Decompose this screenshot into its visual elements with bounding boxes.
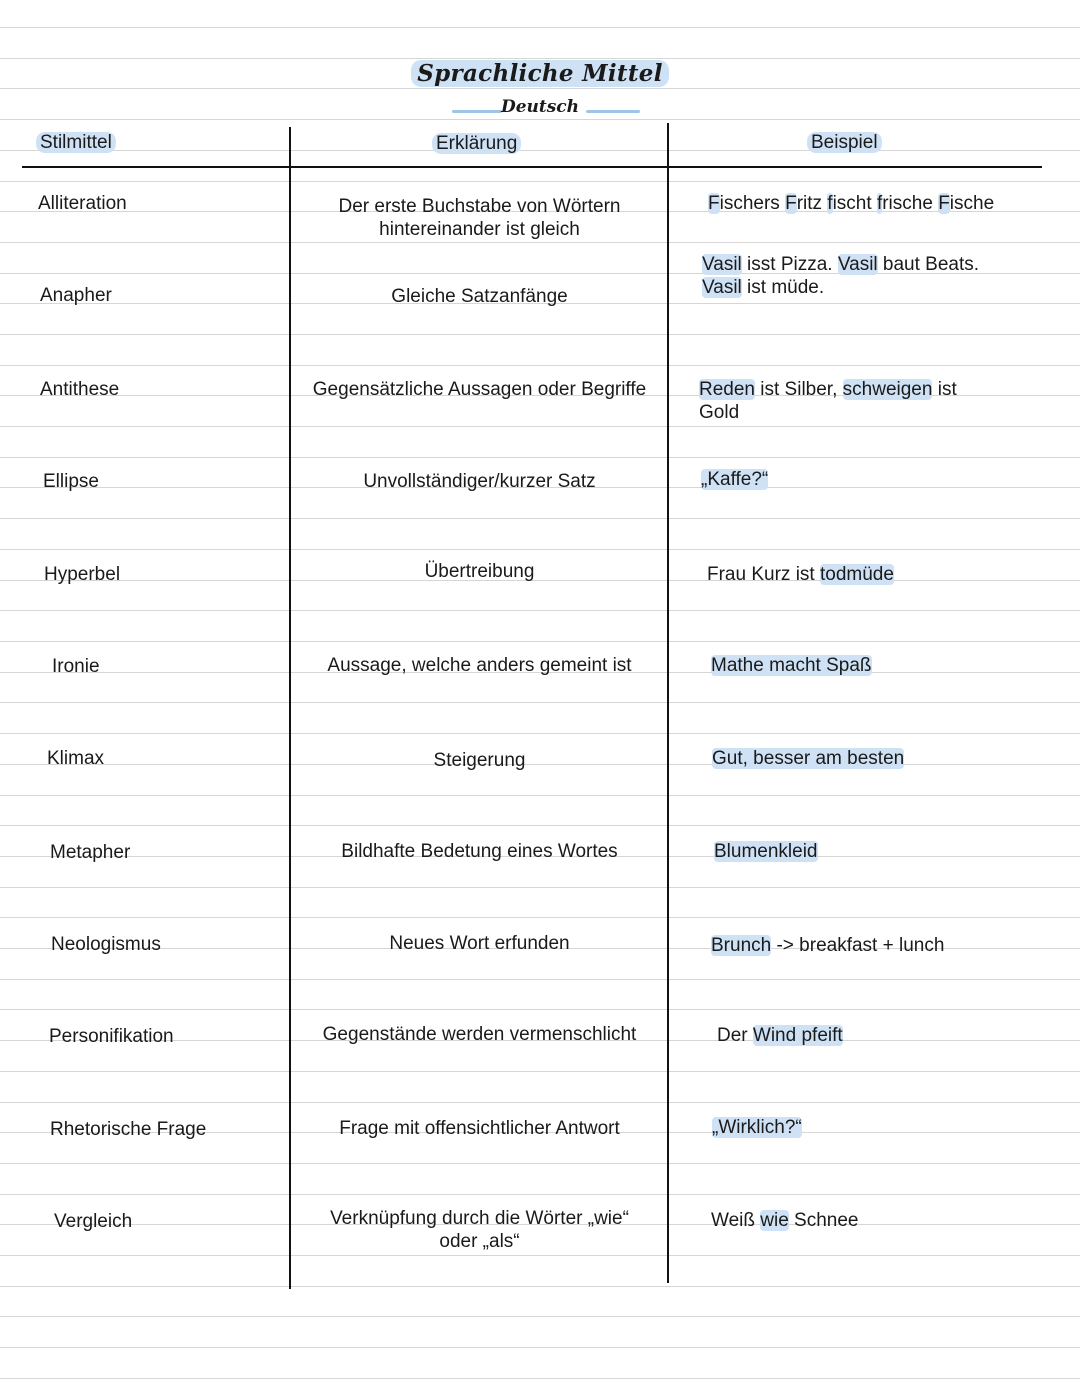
row-beispiel: [712, 1116, 1042, 1139]
column-divider-1: [289, 127, 291, 1289]
highlighted-text: F: [938, 193, 950, 214]
beispiel-text: ist Silber,: [755, 379, 843, 400]
beispiel-line: [699, 401, 1029, 424]
ruled-line: [0, 1347, 1080, 1348]
row-erklaerung: [293, 285, 666, 308]
header-stilmittel: Stilmittel: [36, 131, 116, 155]
beispiel-text: ischt: [832, 193, 877, 214]
ruled-line: [0, 702, 1080, 703]
row-erklaerung: [293, 1207, 666, 1253]
ruled-line: [0, 1163, 1080, 1164]
beispiel-text: Der: [717, 1025, 753, 1046]
row-stilmittel: Personifikation: [49, 1026, 174, 1047]
ruled-line: [0, 1009, 1080, 1010]
page-title-text: Sprachliche Mittel: [411, 60, 669, 87]
ruled-line: [0, 334, 1080, 335]
highlighted-text: schweigen: [842, 379, 933, 400]
highlighted-text: Mathe macht Spaß: [711, 655, 872, 676]
highlighted-text: Blumenkleid: [714, 841, 818, 862]
row-erklaerung: [293, 840, 666, 863]
erklaerung-line: oder „als“: [439, 1231, 520, 1252]
highlighted-text: Wind pfeift: [752, 1025, 843, 1046]
beispiel-line: [707, 563, 1037, 586]
erklaerung-line: Gleiche Satzanfänge: [391, 286, 568, 307]
row-erklaerung: [293, 378, 666, 401]
highlighted-text: Vasil: [702, 254, 742, 275]
header-divider: [22, 166, 1042, 168]
row-beispiel: [714, 840, 1044, 863]
erklaerung-line: Aussage, welche anders gemeint ist: [327, 655, 632, 676]
row-stilmittel: Ironie: [52, 656, 100, 677]
erklaerung-line: Übertreibung: [424, 561, 535, 582]
beispiel-text: Schnee: [788, 1210, 859, 1231]
highlighted-text: „Wirklich?“: [712, 1117, 802, 1138]
beispiel-text: rische: [882, 193, 939, 214]
ruled-line: [0, 825, 1080, 826]
ruled-line: [0, 88, 1080, 89]
beispiel-line: [711, 934, 1041, 957]
ruled-line: [0, 887, 1080, 888]
row-beispiel: [712, 747, 1042, 770]
subtitle-line-right: [586, 110, 640, 113]
ruled-line: [0, 549, 1080, 550]
ruled-line: [0, 733, 1080, 734]
ruled-line: [0, 119, 1080, 120]
ruled-line: [0, 1286, 1080, 1287]
ruled-line: [0, 610, 1080, 611]
header-erklaerung: Erklärung: [432, 132, 521, 156]
ruled-line: [0, 1102, 1080, 1103]
erklaerung-line: Gegensätzliche Aussagen oder Begriffe: [312, 379, 647, 400]
beispiel-line: [701, 468, 1031, 491]
row-erklaerung: [293, 1023, 666, 1046]
beispiel-line: [702, 253, 1032, 276]
row-beispiel: [717, 1024, 1047, 1047]
row-stilmittel: Klimax: [47, 748, 105, 769]
highlighted-text: Vasil: [702, 277, 742, 298]
beispiel-line: [717, 1024, 1047, 1047]
row-stilmittel: Neologismus: [51, 934, 161, 955]
beispiel-text: ist müde.: [741, 277, 825, 298]
ruled-line: [0, 181, 1080, 182]
row-erklaerung: [293, 749, 666, 772]
row-erklaerung: [293, 932, 666, 955]
beispiel-line: [699, 378, 1029, 401]
beispiel-text: baut Beats.: [877, 254, 980, 275]
ruled-line: [0, 641, 1080, 642]
ruled-line: [0, 365, 1080, 366]
column-divider-2: [667, 123, 669, 1283]
row-beispiel: [702, 253, 1032, 299]
header-beispiel: Beispiel: [807, 131, 882, 155]
beispiel-line: [711, 1209, 1041, 1232]
beispiel-text: ist: [932, 379, 957, 400]
highlighted-text: F: [785, 193, 797, 214]
ruled-line: [0, 1316, 1080, 1317]
highlighted-text: Brunch: [711, 935, 772, 956]
beispiel-line: [714, 840, 1044, 863]
beispiel-line: [708, 192, 1038, 215]
beispiel-text: -> breakfast + lunch: [771, 935, 945, 956]
erklaerung-line: Steigerung: [433, 750, 526, 771]
row-stilmittel: Alliteration: [38, 193, 127, 214]
row-erklaerung: [293, 654, 666, 677]
ruled-line: [0, 27, 1080, 28]
ruled-line: [0, 58, 1080, 59]
erklaerung-line: Frage mit offensichtlicher Antwort: [339, 1118, 620, 1139]
row-beispiel: [701, 468, 1031, 491]
erklaerung-line: Verknüpfung durch die Wörter „wie“: [330, 1208, 629, 1229]
row-stilmittel: Hyperbel: [44, 564, 121, 585]
erklaerung-line: Gegenstände werden vermenschlicht: [322, 1024, 637, 1045]
erklaerung-line: Bildhafte Bedetung eines Wortes: [341, 841, 618, 862]
beispiel-line: [712, 747, 1042, 770]
ruled-line: [0, 426, 1080, 427]
beispiel-line: [702, 276, 1032, 299]
erklaerung-line: Der erste Buchstabe von Wörtern: [338, 196, 621, 217]
row-beispiel: [707, 563, 1037, 586]
ruled-line: [0, 150, 1080, 151]
row-beispiel: [711, 1209, 1041, 1232]
beispiel-text: ischers: [719, 193, 786, 214]
erklaerung-line: Unvollständiger/kurzer Satz: [363, 471, 596, 492]
beispiel-line: [711, 654, 1041, 677]
row-beispiel: [711, 934, 1041, 957]
row-erklaerung: [293, 470, 666, 493]
row-stilmittel: Antithese: [40, 379, 120, 400]
ruled-line: [0, 795, 1080, 796]
row-stilmittel: Rhetorische Frage: [50, 1119, 207, 1140]
ruled-line: [0, 242, 1080, 243]
row-stilmittel: Vergleich: [54, 1211, 133, 1232]
ruled-line: [0, 917, 1080, 918]
erklaerung-line: hintereinander ist gleich: [379, 219, 580, 240]
beispiel-line: [712, 1116, 1042, 1139]
row-stilmittel: Ellipse: [43, 471, 99, 492]
highlighted-text: wie: [760, 1210, 789, 1231]
highlighted-text: Vasil: [837, 254, 878, 275]
row-erklaerung: [293, 195, 666, 241]
ruled-line: [0, 1378, 1080, 1379]
beispiel-text: Weiß: [711, 1210, 761, 1231]
beispiel-text: Frau Kurz ist: [707, 564, 820, 585]
ruled-line: [0, 979, 1080, 980]
ruled-line: [0, 1255, 1080, 1256]
ruled-line: [0, 1194, 1080, 1195]
highlighted-text: Reden: [699, 379, 755, 400]
highlighted-text: F: [708, 193, 720, 214]
ruled-line: [0, 518, 1080, 519]
row-erklaerung: [293, 1117, 666, 1140]
row-stilmittel: Metapher: [50, 842, 131, 863]
highlighted-text: f: [827, 193, 833, 214]
subtitle-wrap: [0, 97, 1080, 117]
highlighted-text: todmüde: [819, 564, 894, 585]
beispiel-text: isst Pizza.: [741, 254, 838, 275]
ruled-line: [0, 457, 1080, 458]
highlighted-text: „Kaffe?“: [701, 469, 769, 490]
page-title: [0, 60, 1080, 87]
row-erklaerung: [293, 560, 666, 583]
row-beispiel: [711, 654, 1041, 677]
highlighted-text: Gut, besser am besten: [712, 748, 905, 769]
row-stilmittel: Anapher: [40, 285, 112, 306]
beispiel-text: ische: [949, 193, 995, 214]
page-subtitle: Deutsch: [500, 97, 580, 117]
ruled-line: [0, 1071, 1080, 1072]
beispiel-text: Gold: [699, 402, 740, 423]
beispiel-text: ritz: [796, 193, 828, 214]
row-beispiel: [708, 192, 1038, 215]
erklaerung-line: Neues Wort erfunden: [389, 933, 570, 954]
highlighted-text: f: [876, 193, 883, 214]
row-beispiel: [699, 378, 1029, 424]
